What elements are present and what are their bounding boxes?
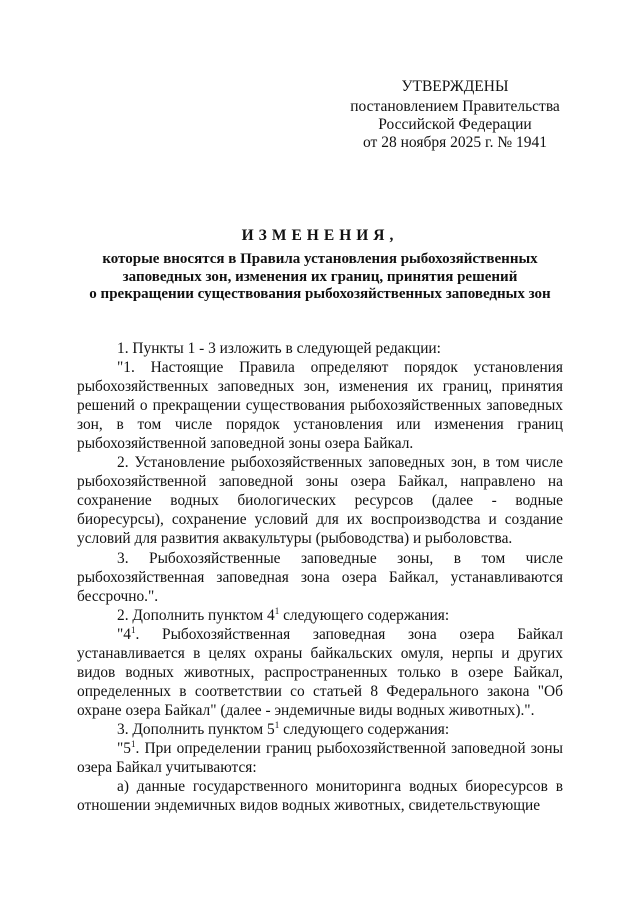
paragraph-8-text-end: . При определении границ рыбохозяйственной заповедной зоны озера Байкал учитываются: [77, 739, 563, 777]
paragraph-7-superscript: 1 [274, 719, 280, 730]
paragraph-7-text: 3. Дополнить пунктом 5 [117, 720, 275, 738]
subtitle-line-2: заповедных зон, изменения их границ, принятия решений [122, 268, 518, 285]
paragraph-5-text: 2. Дополнить пунктом 4 [117, 606, 275, 624]
paragraph-6-superscript: 1 [130, 624, 136, 635]
paragraph-8-text: "5 [117, 739, 131, 757]
approval-line-1: постановлением Правительства [350, 98, 560, 115]
paragraph-6 [77, 625, 563, 720]
paragraph-8 [77, 739, 563, 777]
paragraph-3: 2. Установление рыбохозяйственных заповедных зон, в том числе рыбохозяйственной заповедной зоны озера Байкал, направлено на сохранение водных биологических ресурсов (далее - водные биоресурсы), сохранение условий для их воспроизводства и создание условий для развития аквакультуры (рыбоводства) и рыболовства. [77, 454, 563, 548]
paragraph-5 [77, 606, 563, 625]
paragraph-5-text-end: следующего содержания: [279, 606, 450, 624]
paragraph-9: а) данные государственного мониторинга водных биоресурсов в отношении эндемичных видов водных животных, свидетельствующие [77, 778, 563, 815]
subtitle-line-1: которые вносятся в Правила установления рыбохозяйственных [102, 251, 538, 267]
paragraph-7-text-end: следующего содержания: [279, 720, 450, 738]
document-title: ИЗМЕНЕНИЯ, [241, 227, 399, 244]
approval-heading: УТВЕРЖДЕНЫ [401, 78, 509, 95]
paragraph-8-superscript: 1 [130, 738, 136, 749]
paragraph-6-text: "4 [117, 625, 131, 643]
approval-line-3: от 28 ноября 2025 г. № 1941 [363, 134, 547, 151]
document-subtitle [60, 251, 580, 304]
paragraph-7 [77, 720, 563, 739]
approval-stamp [330, 78, 580, 152]
approval-line-2: Российской Федерации [378, 116, 532, 133]
paragraph-5-superscript: 1 [274, 605, 280, 616]
subtitle-line-3: о прекращении существования рыбохозяйственных заповедных зон [89, 286, 551, 303]
paragraph-1: 1. Пункты 1 - 3 изложить в следующей редакции: [117, 340, 441, 357]
document-body [77, 339, 563, 815]
paragraph-4: 3. Рыбохозяйственные заповедные зоны, в том числе рыбохозяйственная заповедная зона озера Байкал, устанавливаются бессрочно.". [77, 549, 563, 605]
paragraph-2: "1. Настоящие Правила определяют порядок установления рыбохозяйственных заповедных зон, изменения их границ, принятия решений о прекращении существования рыбохозяйственных заповедных зон, в том числе порядок установления или изменения границ рыбохозяйственной заповедной зоны озера Байкал. [77, 359, 563, 453]
paragraph-6-text-end: . Рыбохозяйственная заповедная зона озера Байкал устанавливается в целях охраны байкальских омуля, нерпы и других видов водных животных, распространенных только в озере Байкал, определенных в соответствии со статьей 8 Федерального закона "Об охране озера Байкал" (далее - эндемичные виды водных животных).". [77, 625, 563, 719]
